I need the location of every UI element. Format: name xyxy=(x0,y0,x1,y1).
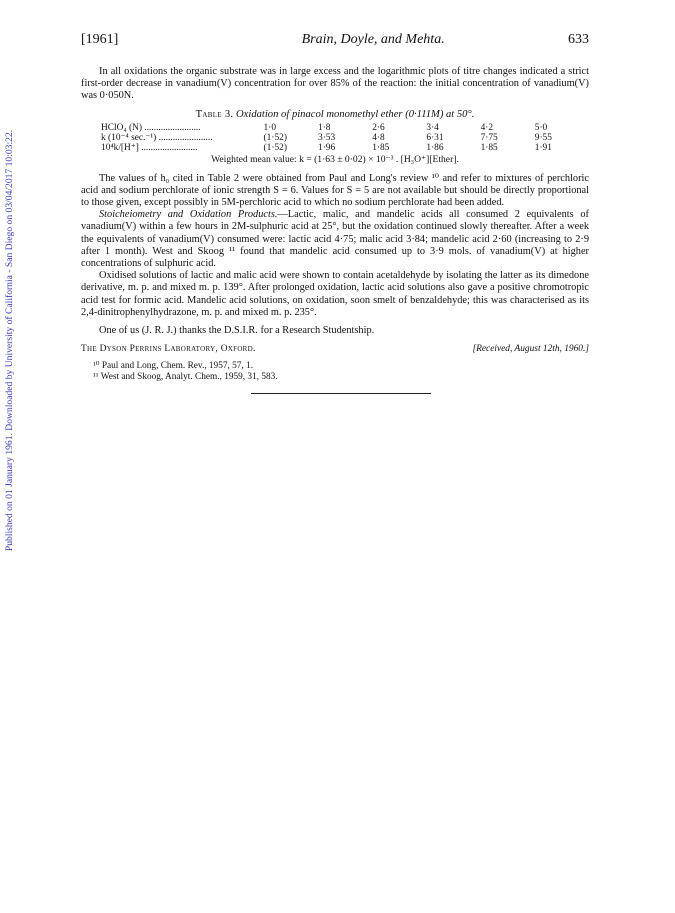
references xyxy=(81,361,589,382)
paragraph-h0-values: The values of h₀ cited in Table 2 were obtained from Paul and Long's review ¹⁰ and refer to mixtures of perchloric acid and sodium perchlorate of ionic strength S = 6. Values for S = 5 are not available but should be directly proportional to those given, except possibly in 5M-perchloric acid to which no sodium perchlorate had been added. xyxy=(81,172,589,209)
table-cell: 3·4 xyxy=(426,122,439,133)
table-cell: 1·85 xyxy=(480,143,498,154)
table-cell: 6·31 xyxy=(426,133,444,144)
table-row xyxy=(101,123,589,133)
laboratory-name: The Dyson Perrins Laboratory, Oxford. xyxy=(81,344,256,355)
table-cell: 7·75 xyxy=(480,133,498,144)
row-label: k (10⁻⁴ sec.⁻¹) ....................... xyxy=(101,133,213,144)
header-year: [1961] xyxy=(81,32,119,47)
table-cell: 9·55 xyxy=(534,133,552,144)
paragraph-oxidation-conditions: In all oxidations the organic substrate was in large excess and the logarithmic plots of titre changes indicated a strict first-order decrease in vanadium(V) concentration for over 85% of the reaction: the initial concentration of vanadium(V) was 0·050N. xyxy=(81,66,589,102)
row-label: HClO₄ (N) ........................ xyxy=(101,122,201,133)
table-cell: 2·6 xyxy=(372,122,385,133)
table-cell: (1·52) xyxy=(263,133,287,144)
row-label: 10⁴k/[H⁺] ........................ xyxy=(101,143,198,154)
table-cell: 1·0 xyxy=(263,122,277,133)
table-title: Oxidation of pinacol monomethyl ether (0·111M) at 50°. xyxy=(236,108,475,120)
table-cell: 4·2 xyxy=(480,122,494,133)
table-cell: 1·86 xyxy=(426,143,444,154)
table-cell: 3·53 xyxy=(318,133,336,144)
received-date: [Received, August 12th, 1960.] xyxy=(472,344,589,355)
affiliation-line xyxy=(81,343,589,355)
table-cell: 1·8 xyxy=(318,122,331,133)
table-cell: 1·96 xyxy=(318,143,336,154)
download-notice-text: Published on 01 January 1961. Downloaded by University of California - San Diego on 03/04/2017 10:03:22. xyxy=(4,129,16,551)
table-cell: 1·85 xyxy=(372,143,390,154)
paragraph-stoicheiometry-text: —Lactic, malic, and mandelic acids all consumed 2 equivalents of vanadium(V) within a few hours in 2M-sulphuric acid at 25°, but the oxidation continued slowly thereafter. After a week the equivalents of vanadium(V) consumed were: lactic acid 4·75; malic acid 3·84; mandelic acid 2·60 (increasing to 2·9 after 1 month). West and Skoog ¹¹ found that mandelic acid consumed up to 3·9 mols. of vanadium(V) at higher concentrations of sulphuric acid. xyxy=(81,209,589,270)
table-cell: 1·91 xyxy=(534,143,552,154)
table-caption xyxy=(81,109,589,121)
table-row xyxy=(101,143,589,153)
section-heading: Stoicheiometry and Oxidation Products. xyxy=(99,209,278,221)
acknowledgement: One of us (J. R. J.) thanks the D.S.I.R. for a Research Studentship. xyxy=(99,325,375,337)
weighted-mean-value: Weighted mean value: k = (1·63 ± 0·02) × 10⁻³ . [H₃O⁺][Ether]. xyxy=(211,154,459,166)
table-row xyxy=(101,133,589,143)
table-cell: 4·8 xyxy=(372,133,385,144)
table-cell: (1·52) xyxy=(263,143,287,154)
table-label: Table 3. xyxy=(195,108,234,120)
paragraph-oxidised-solutions: Oxidised solutions of lactic and malic acid were shown to contain acetaldehyde by isolating the latter as its dimedone derivative, m. p. and mixed m. p. 139°. After prolonged oxidation, lactic acid solutions also gave a positive chromotropic acid test for formic acid. Mandelic acid solutions, on oxidation, soon smelt of benzaldehyde; this was characterised as its 2,4-dinitrophenylhydrazone, m. p. and mixed m. p. 235°. xyxy=(81,270,589,318)
header-authors: Brain, Doyle, and Mehta. xyxy=(301,32,445,47)
journal-page xyxy=(81,34,589,394)
end-rule xyxy=(251,393,431,394)
page-number: 633 xyxy=(567,32,589,47)
data-table xyxy=(101,123,589,154)
reference-item: ¹⁰ Paul and Long, Chem. Rev., 1957, 57, 1. xyxy=(93,361,254,372)
running-header xyxy=(81,34,589,52)
download-notice-sidebar xyxy=(3,100,17,580)
table-cell: 5·0 xyxy=(534,122,548,133)
paragraph-stoicheiometry xyxy=(81,209,589,270)
reference-item: ¹¹ West and Skoog, Analyt. Chem., 1959, 31, 583. xyxy=(93,372,278,383)
